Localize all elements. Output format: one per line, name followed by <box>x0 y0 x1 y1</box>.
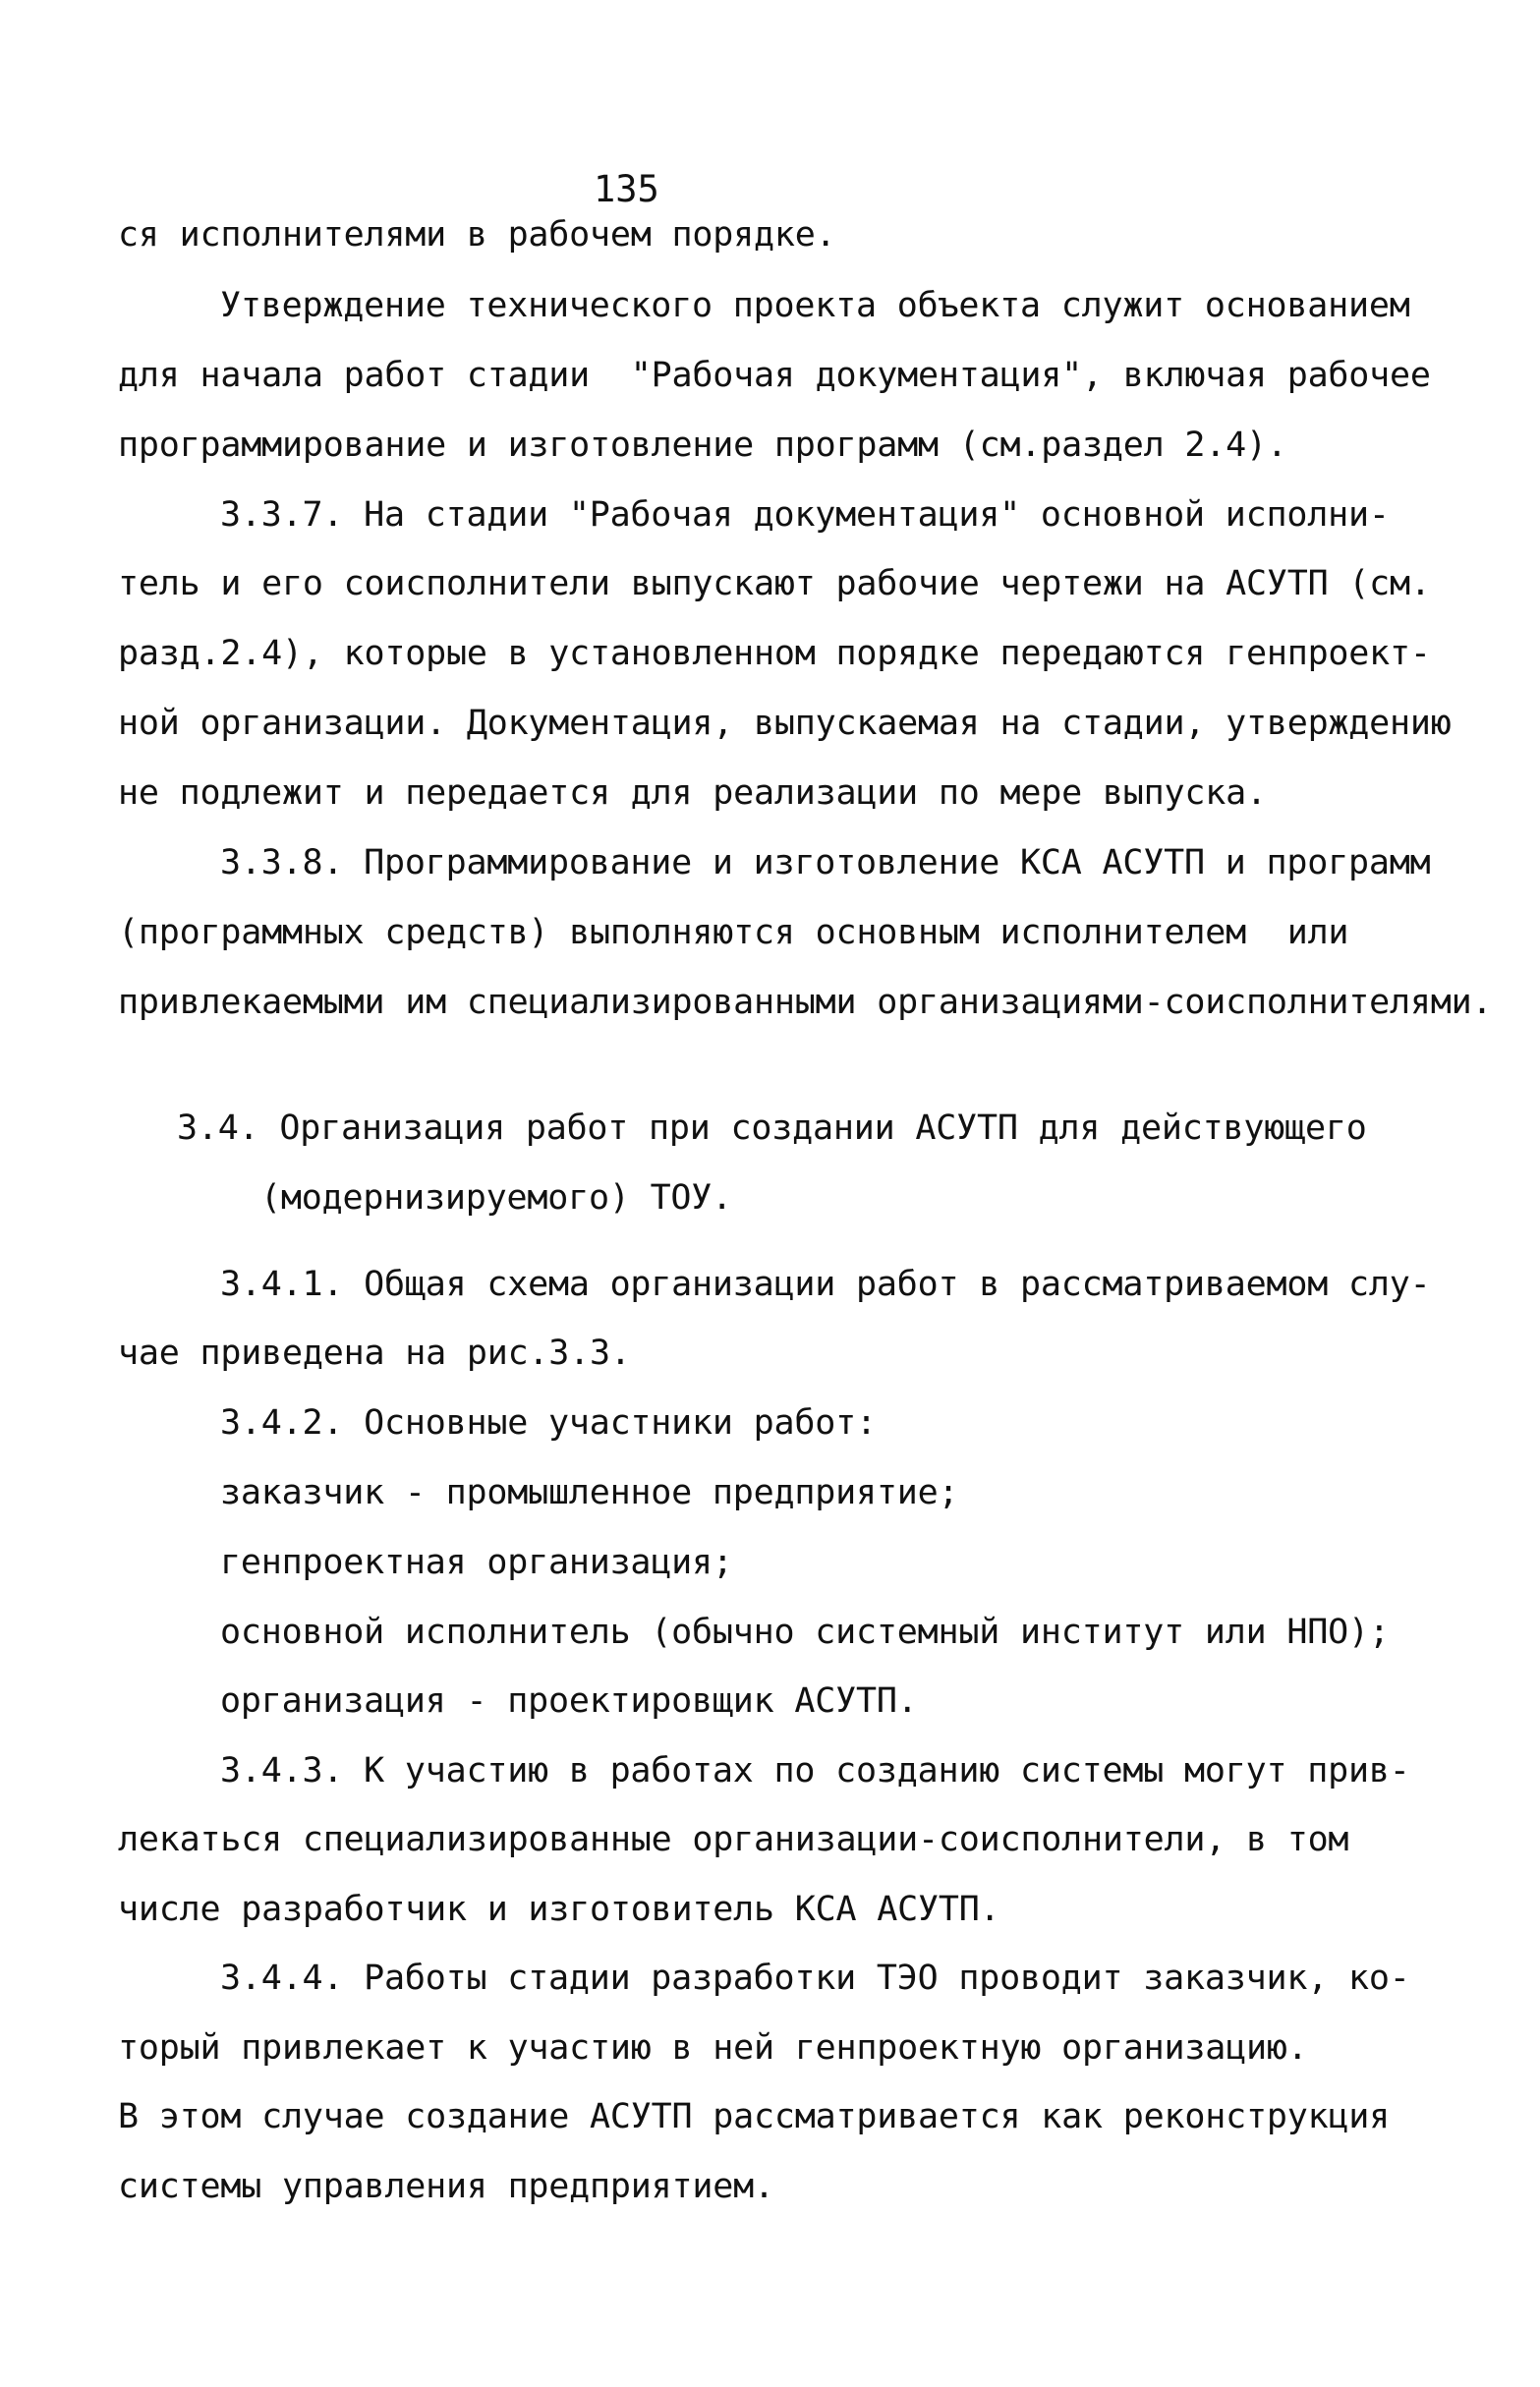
text-line-24: числе разработчик и изготовитель КСА АСУТП. <box>118 1890 1000 1929</box>
text-line-12: привлекаемыми им специализированными организациями-соисполнителями. <box>118 983 1493 1022</box>
participant-main-contractor: основной исполнитель (обычно системный институт или НПО); <box>220 1613 1390 1652</box>
text-line-6: тель и его соисполнители выпускают рабочие чертежи на АСУТП (см. <box>118 564 1431 603</box>
text-line-11: (программных средств) выполняются основным исполнителем или <box>118 913 1349 952</box>
text-line-9: не подлежит и передается для реализации по мере выпуска. <box>118 773 1267 813</box>
participant-customer: заказчик - промышленное предприятие; <box>220 1473 959 1512</box>
section-heading-3-4-cont: (модернизируемого) ТОУ. <box>260 1178 733 1218</box>
text-line-26: торый привлекает к участию в ней генпроектную организацию. <box>118 2028 1308 2068</box>
text-line-17: 3.4.2. Основные участники работ: <box>220 1403 877 1443</box>
text-line-25: 3.4.4. Работы стадии разработки ТЭО проводит заказчик, ко- <box>220 1959 1410 1998</box>
text-line-22: 3.4.3. К участию в работах по созданию системы могут прив- <box>220 1751 1410 1790</box>
text-line-2: Утверждение технического проекта объекта служит основанием <box>220 286 1410 325</box>
text-line-16: чае приведена на рис.3.3. <box>118 1334 631 1373</box>
text-line-4: программирование и изготовление программ (см.раздел 2.4). <box>118 426 1287 465</box>
text-line-15: 3.4.1. Общая схема организации работ в рассматриваемом слу- <box>220 1265 1431 1304</box>
text-line-27: В этом случае создание АСУТП рассматривается как реконструкция <box>118 2097 1391 2136</box>
text-line-23: лекаться специализированные организации-соисполнители, в том <box>118 1820 1349 1859</box>
participant-general-designer: генпроектная организация; <box>220 1543 733 1582</box>
text-line-28: системы управления предприятием. <box>118 2167 774 2206</box>
participant-asutp-designer: организация - проектировщик АСУТП. <box>220 1681 918 1721</box>
text-line-5: 3.3.7. На стадии "Рабочая документация" основной исполни- <box>220 495 1390 535</box>
section-heading-3-4: 3.4. Организация работ при создании АСУТП для действующего <box>177 1108 1367 1148</box>
page-number: 135 <box>594 168 659 210</box>
text-line-1: ся исполнителями в рабочем порядке. <box>118 215 836 255</box>
text-line-3: для начала работ стадии "Рабочая документация", включая рабочее <box>118 356 1431 395</box>
text-line-10: 3.3.8. Программирование и изготовление КСА АСУТП и программ <box>220 843 1431 882</box>
text-line-7: разд.2.4), которые в установленном порядке передаются генпроект- <box>118 634 1431 673</box>
text-line-8: ной организации. Документация, выпускаемая на стадии, утверждению <box>118 704 1452 743</box>
